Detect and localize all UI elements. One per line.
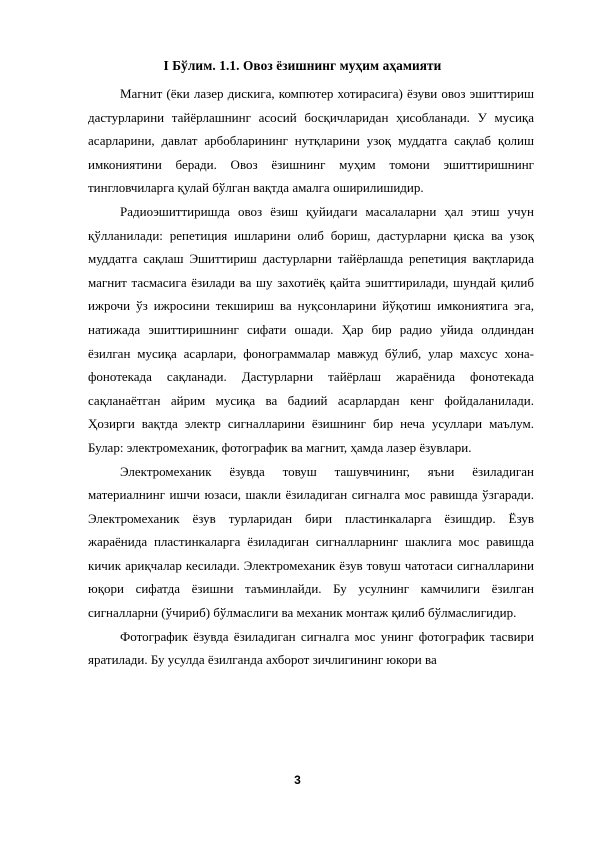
page-number: 3	[294, 773, 301, 787]
section-heading: I Бўлим. 1.1. Овоз ёзишнинг муҳим аҳамияти	[163, 58, 442, 73]
paragraph-radio-broadcasting: Радиоэшиттиришда овоз ёзиш қуйидаги масалаларни ҳал этиш учун қўлланилади: репетиция ишларини олиб бориш, дастурларни қиска ва узоқ муддатга сақлаш Эшиттириш дастурларни тайёрлашда репетиция вақтларида магнит тасмасига ёзилади ва шу захотиёқ қайта эшиттирилади, шундай қилиб ижрочи ўз ижросини текшириш ва нуқсонларини йўқотиш имкониятига эга, натижада эшиттиришнинг сифати ошади. Ҳар бир радио уйида олдиндан ёзилган мусиқа асарлари, фонограммалар мавжуд бўлиб, улар махсус хона-фонотекада сақланади. Дастурларни тайёрлаш жараёнида фонотекада сақланаётган айрим мусиқа ва бадиий асарлардан кенг фойдаланилади. Ҳозирги вақтда электр сигналларини ёзишнинг бир неча усуллари маълум. Булар: электромеханик, фотографик ва магнит, ҳамда лазер ёзувлари.	[88, 203, 534, 455]
paragraph-electromechanical: Электромеханик ёзувда товуш ташувчининг, яъни ёзиладиган материалнинг ишчи юзаси, шакли ёзиладиган сигналга мос равишда ўзгаради. Электромеханик ёзув турларидан бири пластинкаларга ёзишдир. Ёзув жараёнида пластинкаларга ёзиладиган сигналларнинг шаклига мос равишда кичик ариқчалар кесилади. Электромеханик ёзув товуш чатотаси сигналларини юқори сифатда ёзишни таъминлайди. Бу усулнинг камчилиги ёзилган сигналларни (ўчириб) бўлмаслиги ва механик монтаж қилиб бўлмаслигидир.	[88, 463, 534, 621]
body-text	[88, 82, 534, 672]
paragraph-magnetic-recording: Магнит (ёки лазер дискига, компютер хотирасига) ёзуви овоз эшиттириш дастурларини тайёрлашнинг асосий босқичларидан ҳисобланади. У мусиқа асарларини, давлат арбобларининг нутқларини узоқ муддатга сақлаб қолиш имкониятини беради. Овоз ёзишнинг муҳим томони эшиттиришнинг тингловчиларга қулай бўлган вақтда амалга оширилишидир.	[88, 86, 534, 196]
paragraph-photographic: Фотографик ёзувда ёзиладиган сигналга мос унинг фотографик тасвири яратилади. Бу усулда ёзилганда ахборот зичлигининг юкори ва	[88, 628, 534, 668]
